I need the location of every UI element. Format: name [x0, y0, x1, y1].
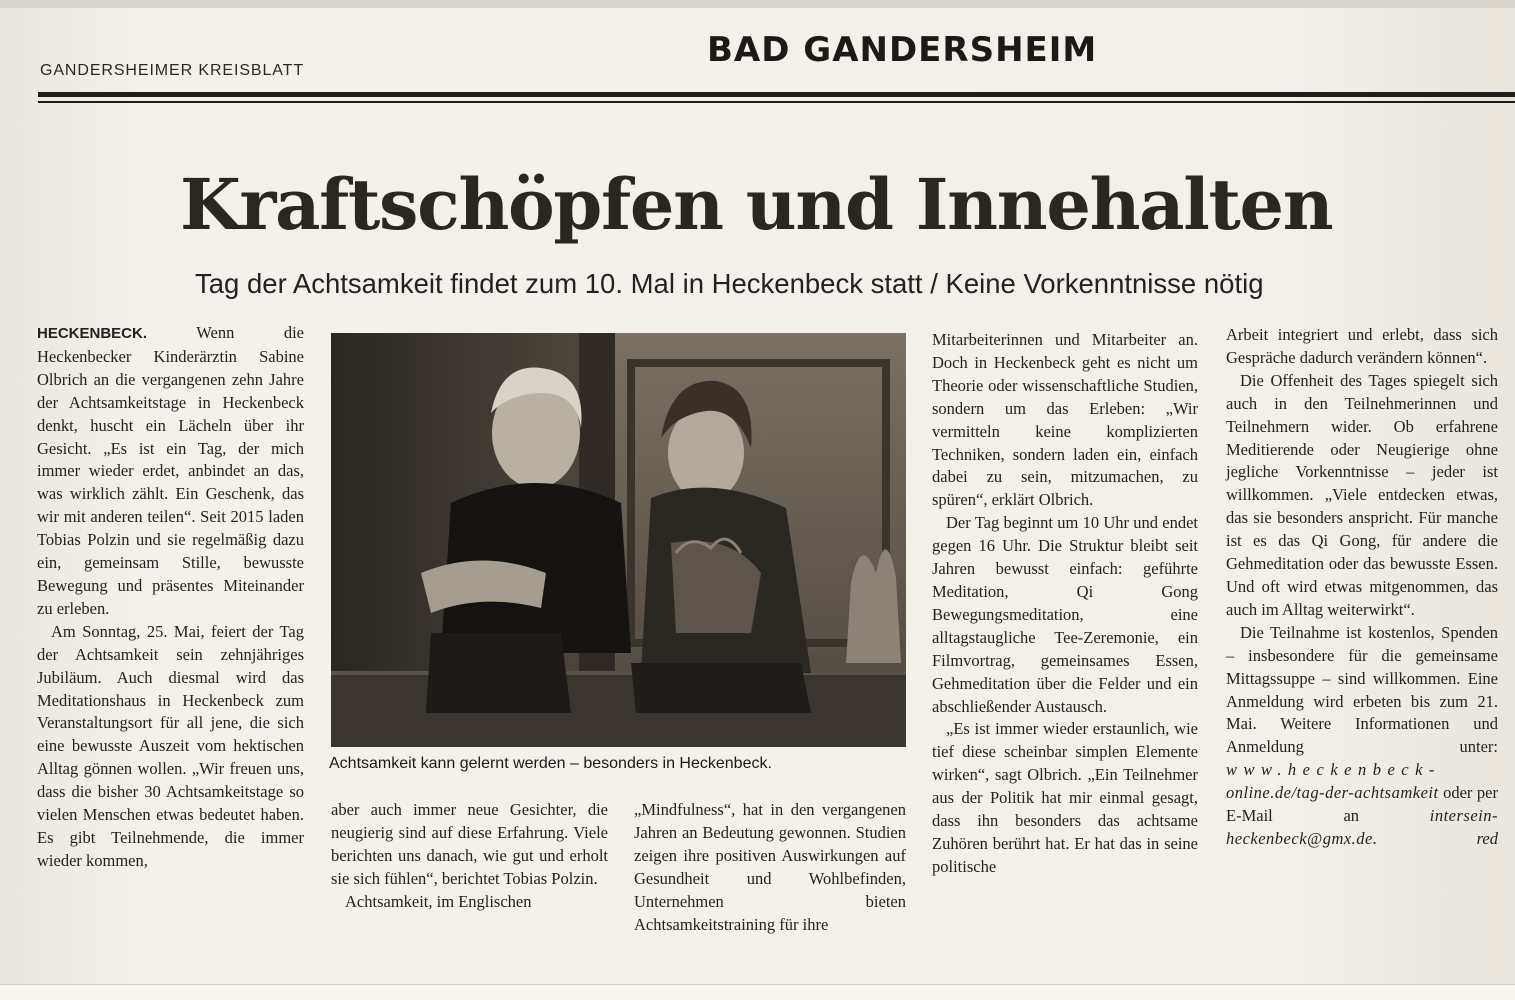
- page-edge-top: [0, 0, 1515, 8]
- section-title: BAD GANDERSHEIM: [707, 30, 1098, 70]
- paragraph: „Mindfulness“, hat in den vergangenen Jahren an Bedeutung gewonnen. Studien zeigen ihre positiven Auswirkungen auf Gesundheit und Wohlbefinden, Unternehmen bieten Achtsamkeitstraining für ihre: [634, 800, 906, 934]
- contact-email[interactable]: intersein-heckenbeck@gmx.de.: [1226, 806, 1498, 848]
- photo-caption: Achtsamkeit kann gelernt werden – besonders in Heckenbeck.: [329, 755, 772, 772]
- article-column-1: [37, 322, 304, 873]
- paragraph: Achtsamkeit, im Englischen: [345, 891, 532, 911]
- info-url-rest[interactable]: online.de/tag-der-achtsamkeit: [1226, 783, 1439, 803]
- header-rule-thin: [38, 101, 1515, 103]
- paragraph: Arbeit integriert und erlebt, dass sich Gespräche dadurch verändern können“.: [1226, 325, 1498, 367]
- article-column-4: [932, 329, 1198, 879]
- paragraph: aber auch immer neue Gesichter, die neugierig sind auf diese Erfahrung. Viele berichten uns danach, wie gut und erholt sie sich fühlen“, berichtet Tobias Polzin.: [331, 800, 608, 888]
- article-column-2: [331, 799, 608, 914]
- paragraph: Wenn die Heckenbecker Kinderärztin Sabine Olbrich an die vergangenen zehn Jahre der Achtsamkeitstage in Heckenbeck denkt, huscht ein Lächeln über ihr Gesicht. „Es ist ein Tag, der mich immer wieder erdet, anbindet an das, was wirklich zählt. Ein Geschenk, das wir mit anderen teilen“. Seit 2015 laden Tobias Polzin und sie regelmäßig dazu ein, gemeinsam Stille, bewusste Bewegung und präsentes Miteinander zu erleben.: [37, 323, 305, 618]
- paragraph: „Es ist immer wieder erstaunlich, wie tief diese scheinbar simplen Elemente wirken“, sagt Olbrich. „Ein Teilnehmer aus der Politik hat mir einmal gesagt, dass ihn besonders das achtsame Zuhören berührt hat. Er hat das in seine politische: [932, 719, 1198, 876]
- article-column-3: [634, 799, 906, 936]
- info-url[interactable]: www.heckenbeck-: [1226, 760, 1441, 780]
- paragraph: Am Sonntag, 25. Mai, feiert der Tag der Achtsamkeit sein zehnjähriges Jubiläum. Auch diesmal wird das Meditationshaus in Heckenbeck zum Veranstaltungsort für all jene, die sich eine bewusste Auszeit vom hektischen Alltag gönnen wollen. „Wir freuen uns, dass die bisher 30 Achtsamkeitstage so vielen Menschen etwas bedeutet haben. Es gibt Teilnehmende, die immer wieder kommen,: [37, 621, 304, 870]
- paragraph: Der Tag beginnt um 10 Uhr und endet gegen 16 Uhr. Die Struktur bleibt seit Jahren bewusst einfach: geführte Meditation, Qi Gong Bewegungsmeditation, eine alltagstaugliche Tee-Zeremonie, ein Filmvortrag, gemeinsames Essen, Gehmeditation über die Felder und ein abschließender Austausch.: [932, 513, 1198, 716]
- article-photo: [331, 333, 906, 747]
- email-prefix: oder per E-Mail an: [1226, 783, 1498, 826]
- article-subheadline: Tag der Achtsamkeit findet zum 10. Mal in Heckenbeck statt / Keine Vorkenntnisse nötig: [195, 268, 1264, 299]
- paragraph: Die Teilnahme ist kostenlos, Spenden – insbesondere für die gemeinsame Mittagssuppe – sind willkommen. Eine Anmeldung wird erbeten bis zum 21. Mai. Weitere Informationen und Anmeldung unter:: [1226, 622, 1498, 757]
- page-edge-bottom: [0, 984, 1515, 1000]
- author-signature: red: [1476, 828, 1498, 848]
- header-rule-thick: [38, 92, 1515, 97]
- photo-two-people-icon: [331, 333, 906, 747]
- dateline: HECKENBECK.: [37, 325, 148, 342]
- paragraph: Mitarbeiterinnen und Mitarbeiter an. Doch in Heckenbeck geht es nicht um Theorie oder wissenschaftliche Studien, sondern um das Erleben: „Wir vermitteln keine komplizierten Techniken, sondern laden ein, einfach dabei zu sein, mitzumachen, zu spüren“, erklärt Olbrich.: [932, 330, 1198, 510]
- article-headline: Kraftschöpfen und Innehalten: [180, 163, 1333, 246]
- paragraph: Die Offenheit des Tages spiegelt sich auch in den Teilnehmerinnen und Teilnehmern wider. Ob erfahrene Meditierende oder Neugierige ohne jegliche Vorkenntnisse – jeder ist willkommen. „Viele entdecken etwas, das sie besonders anspricht. Für manche ist es das Qi Gong, für andere die Gehmeditation oder das bewusste Essen. Und oft wird etwas mitgenommen, das auch im Alltag weiterwirkt“.: [1226, 370, 1498, 619]
- article-column-5: [1226, 324, 1498, 851]
- newspaper-name: GANDERSHEIMER KREISBLATT: [40, 62, 305, 79]
